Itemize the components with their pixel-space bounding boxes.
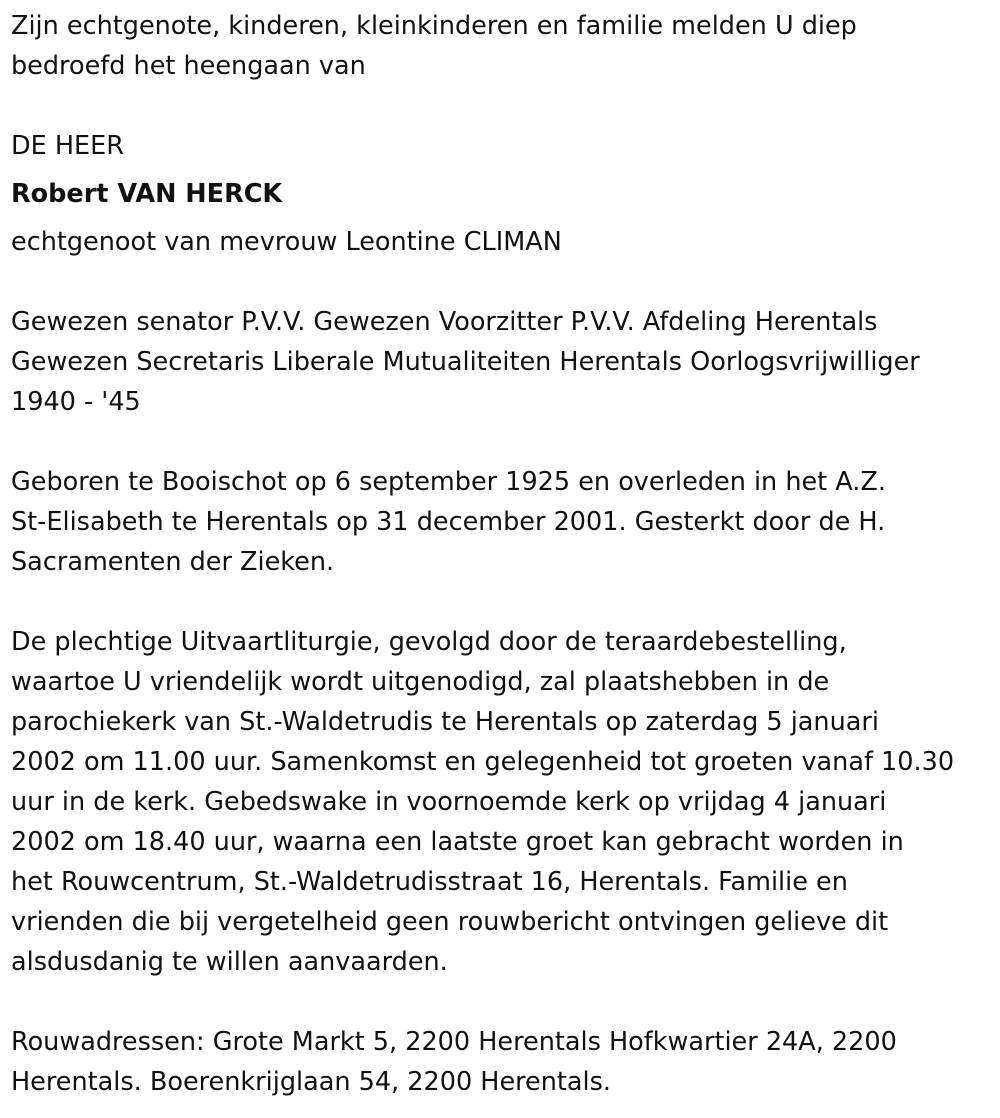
- ceremony-line-8: vrienden die bij vergetelheid geen rouwbericht ontvingen gelieve dit: [11, 907, 889, 937]
- ceremony-line-6: 2002 om 18.40 uur, waarna een laatste groet kan gebracht worden in: [11, 827, 904, 857]
- intro-line-1: Zijn echtgenote, kinderen, kleinkinderen en familie melden U diep: [11, 11, 857, 41]
- addresses-line-2: Herentals. Boerenkrijglaan 54, 2200 Herentals.: [11, 1067, 612, 1097]
- career-line-2: Gewezen Secretaris Liberale Mutualiteiten Herentals Oorlogsvrijwilliger: [11, 347, 920, 377]
- ceremony-line-4: 2002 om 11.00 uur. Samenkomst en gelegenheid tot groeten vanaf 10.30: [11, 747, 955, 777]
- spouse-line: echtgenoot van mevrouw Leontine CLIMAN: [11, 227, 562, 257]
- intro-line-2: bedroefd het heengaan van: [11, 51, 366, 81]
- salutation: DE HEER: [11, 131, 124, 161]
- ceremony-line-7: het Rouwcentrum, St.-Waldetrudisstraat 16, Herentals. Familie en: [11, 867, 848, 897]
- ceremony-line-5: uur in de kerk. Gebedswake in voornoemde kerk op vrijdag 4 januari: [11, 787, 887, 817]
- life-line-3: Sacramenten der Zieken.: [11, 547, 335, 577]
- ceremony-line-3: parochiekerk van St.-Waldetrudis te Herentals op zaterdag 5 januari: [11, 707, 879, 737]
- career-line-1: Gewezen senator P.V.V. Gewezen Voorzitter P.V.V. Afdeling Herentals: [11, 307, 878, 337]
- deceased-name: Robert VAN HERCK: [11, 179, 283, 209]
- life-line-2: St-Elisabeth te Herentals op 31 december 2001. Gesterkt door de H.: [11, 507, 886, 537]
- life-line-1: Geboren te Booischot op 6 september 1925 en overleden in het A.Z.: [11, 467, 886, 497]
- ceremony-line-2: waartoe U vriendelijk wordt uitgenodigd, zal plaatshebben in de: [11, 667, 830, 697]
- ceremony-line-9: alsdusdanig te willen aanvaarden.: [11, 947, 448, 977]
- addresses-line-1: Rouwadressen: Grote Markt 5, 2200 Herentals Hofkwartier 24A, 2200: [11, 1027, 897, 1057]
- career-line-3: 1940 - '45: [11, 387, 141, 417]
- ceremony-line-1: De plechtige Uitvaartliturgie, gevolgd door de teraardebestelling,: [11, 627, 847, 657]
